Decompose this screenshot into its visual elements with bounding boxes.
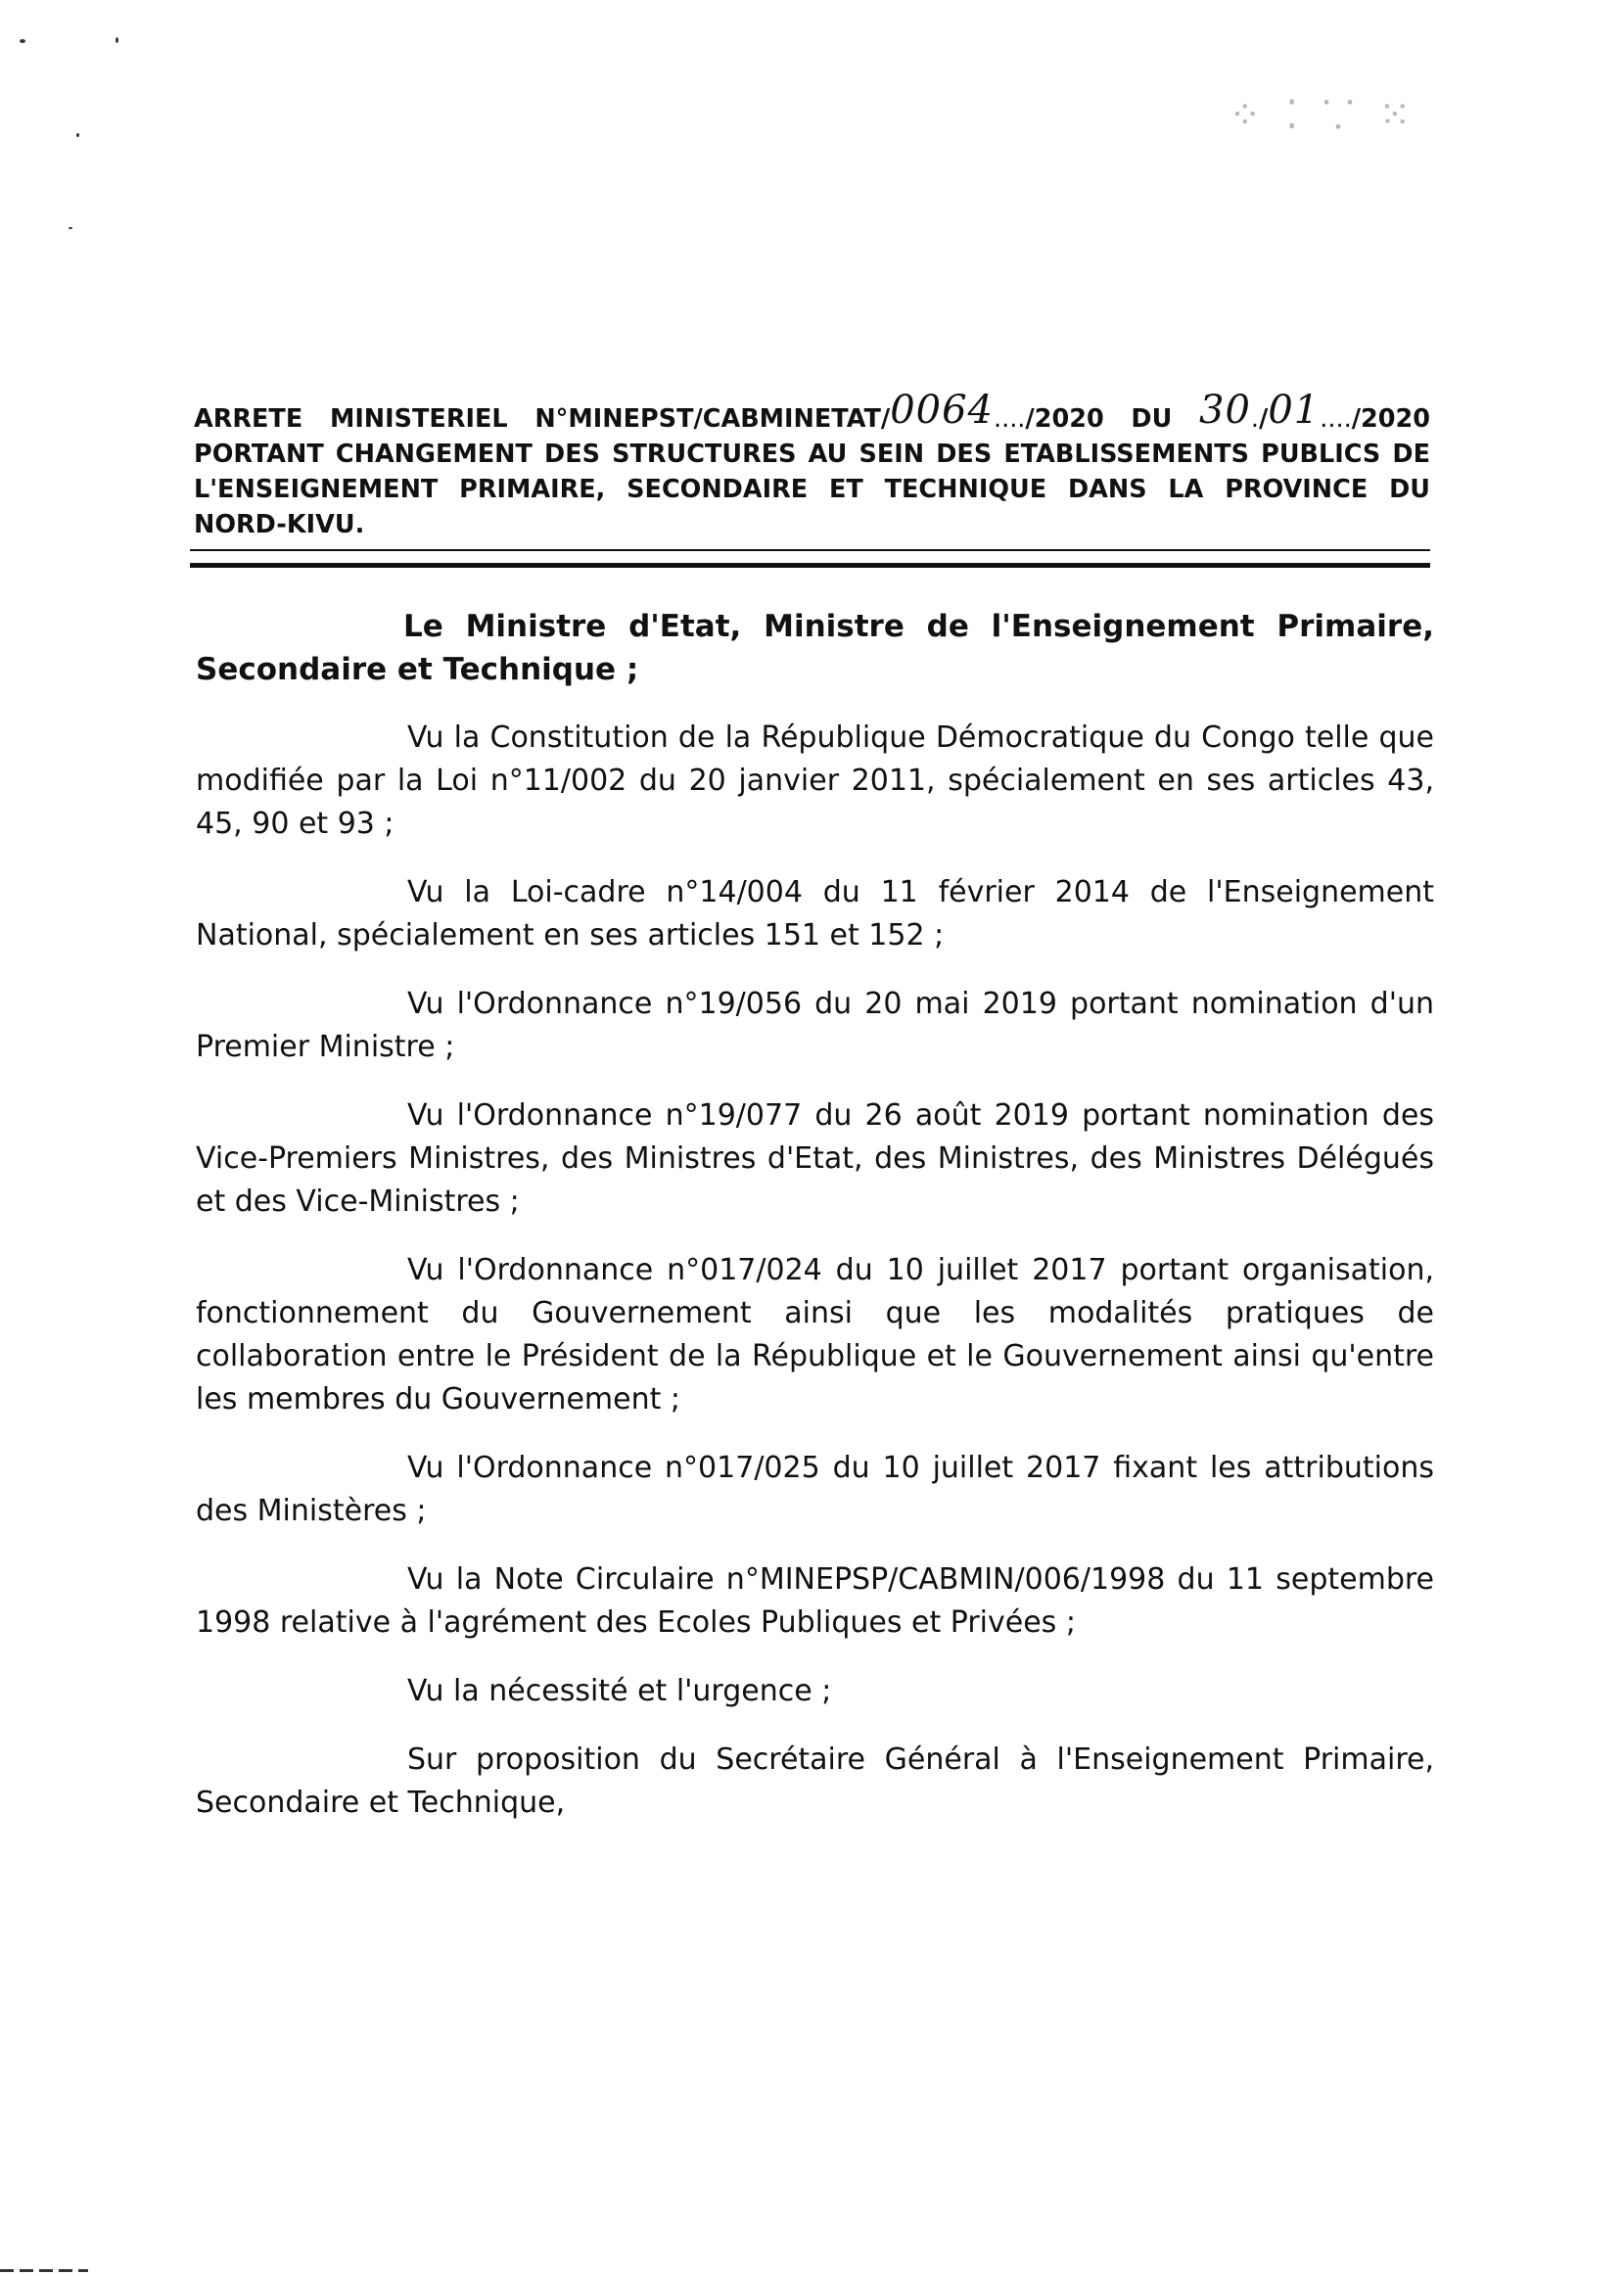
header-line-1: ARRETE MINISTERIEL N°MINEPST/CABMINETAT/0064..../2020 DU 30./01..../2020 [194,388,1430,434]
consideration-constitution: Vu la Constitution de la République Démocratique du Congo telle que modifiée par la Loi n°11/002 du 20 janvier 2011, spécialement en ses articles 43, 45, 90 et 93 ; [196,720,1434,841]
decree-number-prefix: ARRETE MINISTERIEL N°MINEPST/CABMINETAT/ [194,404,891,434]
consideration-ordonnance-vice-premiers: Vu l'Ordonnance n°19/077 du 26 août 2019 portant nomination des Vice-Premiers Ministres, des Ministres d'Etat, des Ministres, des Ministres Délégués et des Vice-Ministres ; [196,1098,1434,1219]
minister-title: Le Ministre d'Etat, Ministre de l'Enseignement Primaire, Secondaire et Technique ; [196,609,1434,687]
consideration-ordonnance-premier-ministre: Vu l'Ordonnance n°19/056 du 20 mai 2019 portant nomination d'un Premier Ministre ; [196,987,1434,1064]
consideration-ordonnance-organisation: Vu l'Ordonnance n°017/024 du 10 juillet 2017 portant organisation, fonctionnement du Gouvernement ainsi que les modalités pratiques de collaboration entre le Président de la République et le Gouvernement ainsi qu'entre les membres du Gouvernement ; [196,1253,1434,1417]
consideration-loi-cadre: Vu la Loi-cadre n°14/004 du 11 février 2014 de l'Enseignement National, spécialement en ses articles 151 et 152 ; [196,875,1434,952]
decree-year-and-date-label: /2020 DU [1025,404,1173,434]
header-divider-thick [190,563,1430,568]
consideration-urgence: Vu la nécessité et l'urgence ; [407,1674,832,1708]
handwritten-date-day: 30 [1199,388,1251,433]
scan-speck [76,133,79,137]
dotted-fill: .... [1320,404,1352,434]
header-line-4: NORD-KIVU. [194,510,365,539]
dotted-fill: .... [993,404,1026,434]
scan-speck [20,39,25,43]
consideration-ordonnance-attributions: Vu l'Ordonnance n°017/025 du 10 juillet 2017 fixant les attributions des Ministères ; [196,1451,1434,1528]
handwritten-date-month: 01 [1268,388,1321,433]
consideration-proposition: Sur proposition du Secrétaire Général à l'Enseignement Primaire, Secondaire et Technique, [196,1742,1434,1820]
scan-speck [69,227,72,229]
dotted-fill: . [1250,404,1260,434]
decree-body [196,605,1434,1850]
consideration-note-circulaire: Vu la Note Circulaire n°MINEPSP/CABMIN/006/1998 du 11 septembre 1998 relative à l'agrément des Ecoles Publiques et Privées ; [196,1562,1434,1640]
handwritten-decree-number: 0064 [890,388,994,433]
scan-stamp-mark: ⁘ ⁚ ⸪ ⁙ [1229,93,1417,138]
decree-header [194,388,1430,542]
scan-speck [116,37,118,43]
scan-edge-mark [0,2269,88,2272]
decree-date-year: /2020 [1351,404,1430,434]
header-line-2: PORTANT CHANGEMENT DES STRUCTURES AU SEIN DES ETABLISSEMENTS PUBLICS DE [194,440,1430,469]
header-divider-thin [190,549,1430,551]
header-line-3: L'ENSEIGNEMENT PRIMAIRE, SECONDAIRE ET TECHNIQUE DANS LA PROVINCE DU [194,475,1430,504]
